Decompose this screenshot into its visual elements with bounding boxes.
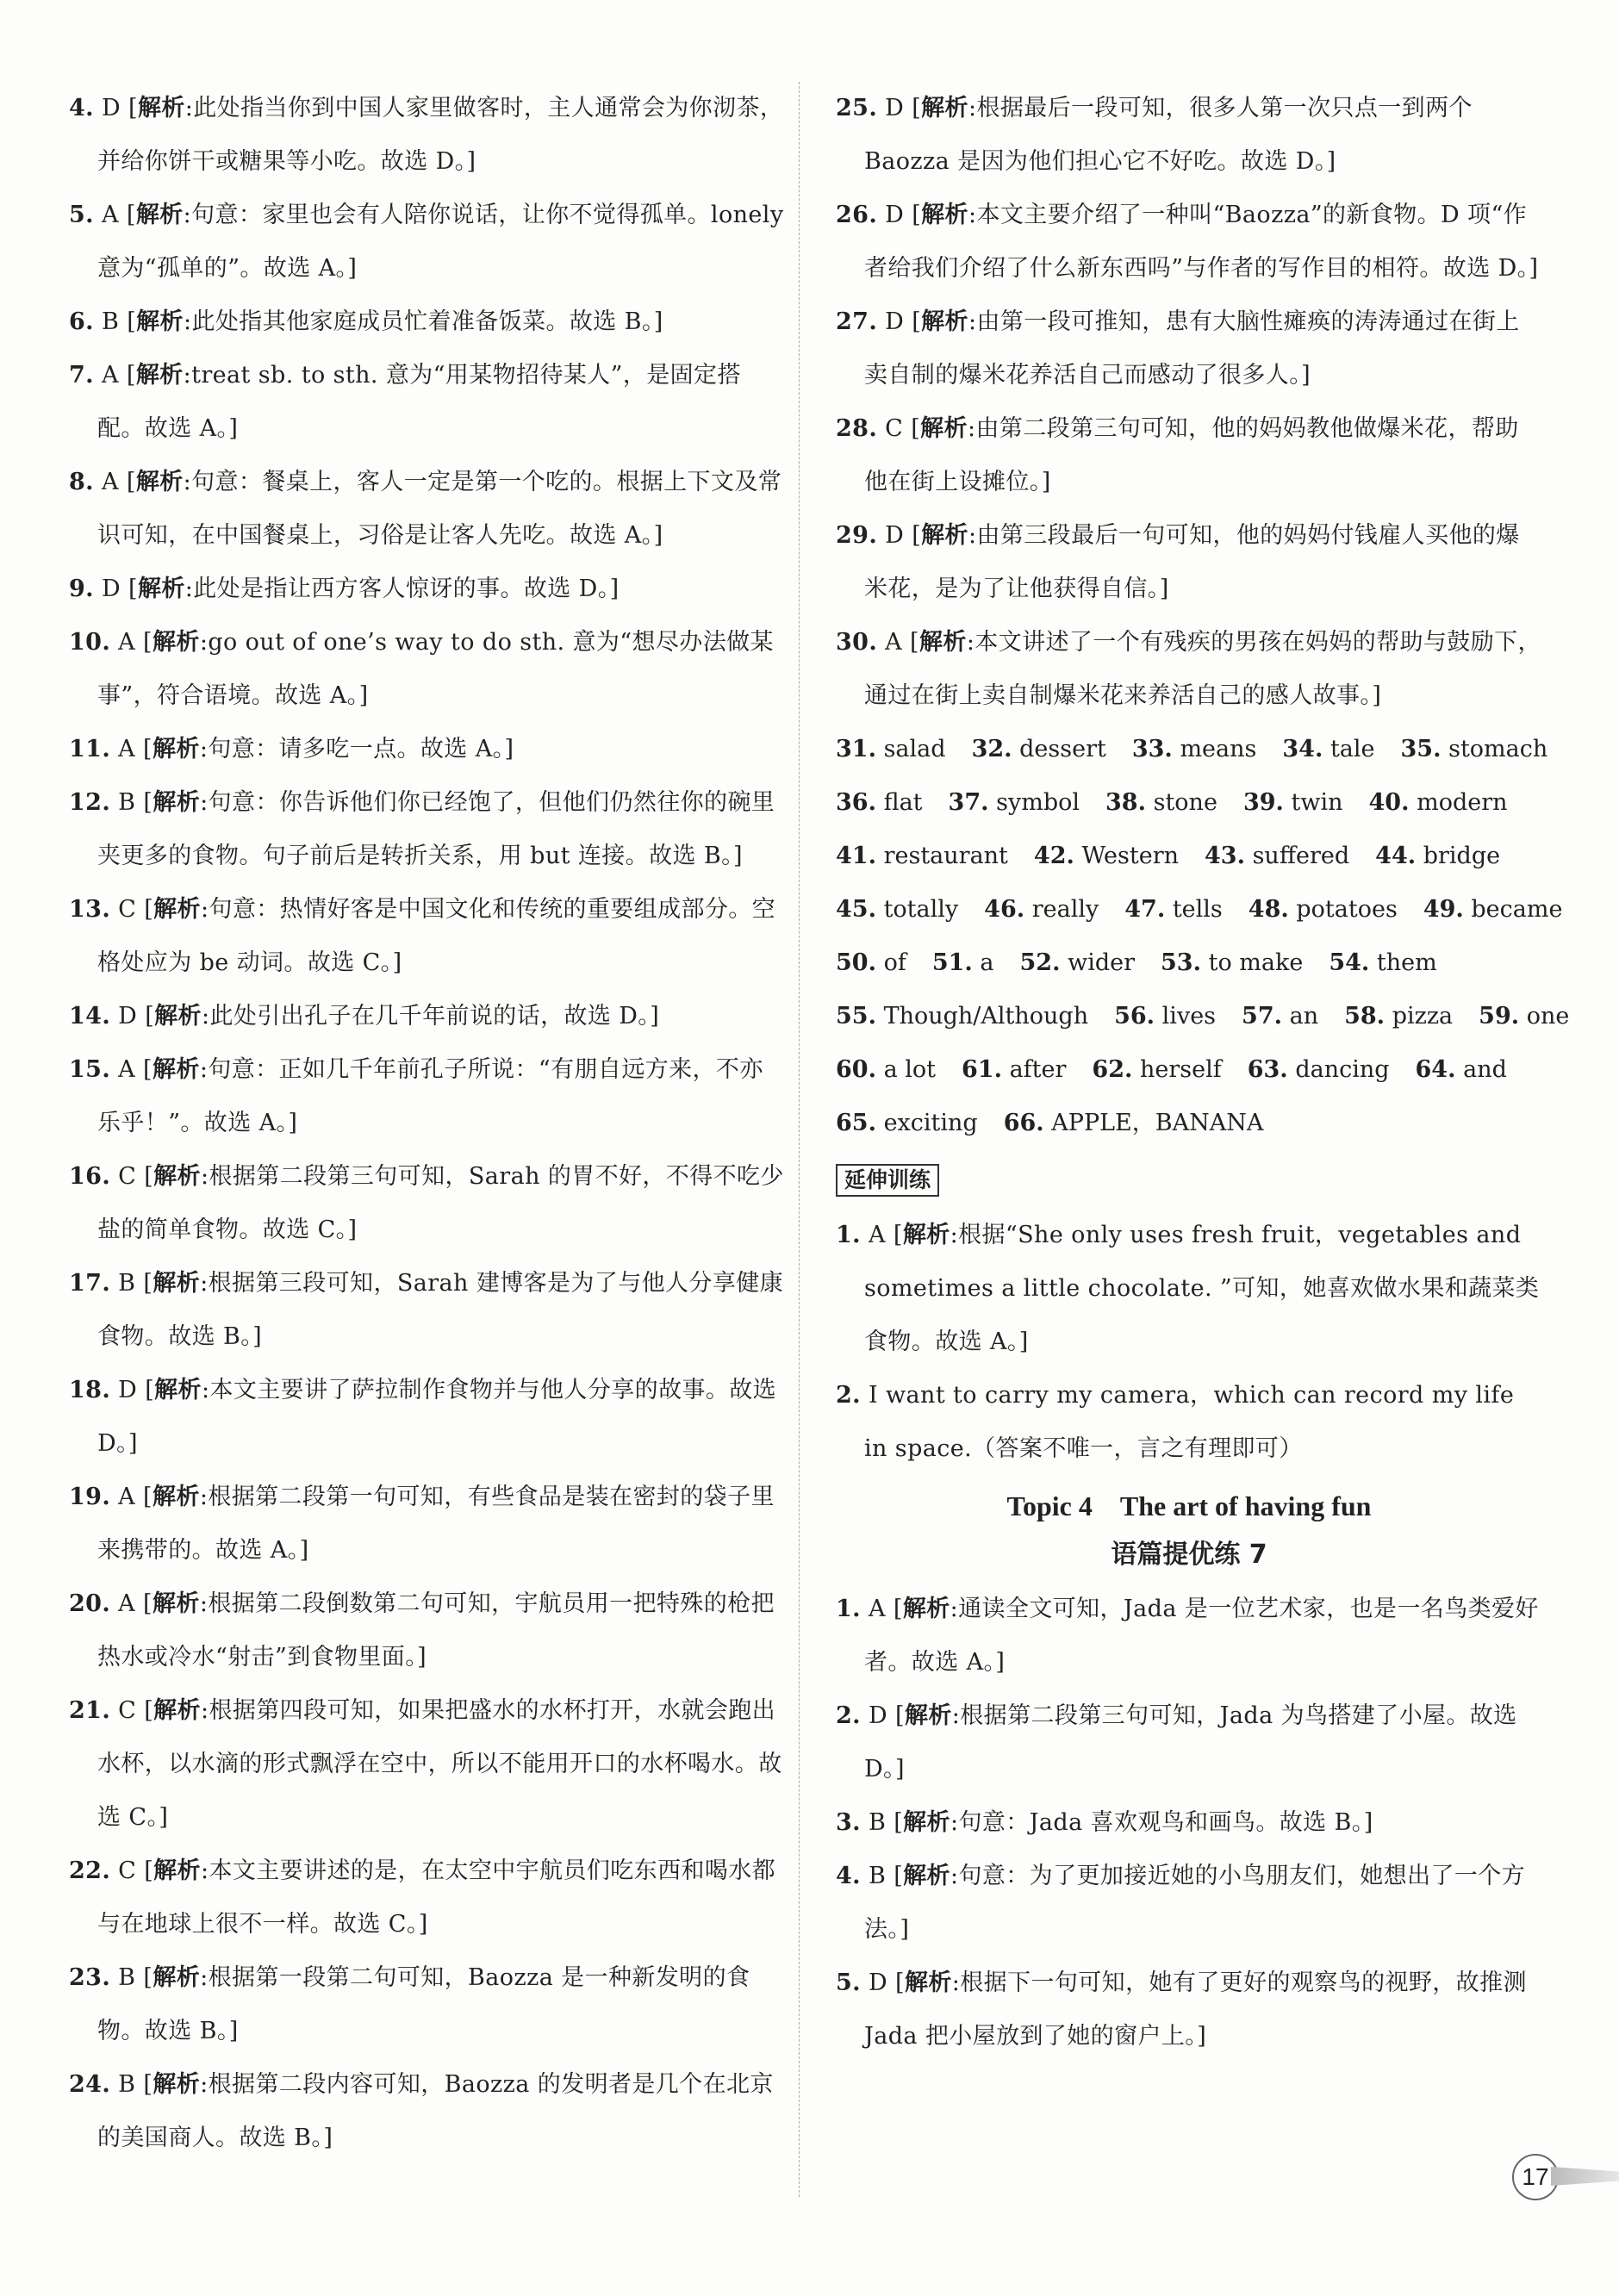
vocab-answer: and — [1463, 1056, 1507, 1083]
vocab-answer: really — [1031, 896, 1099, 923]
vocab-item — [1243, 789, 1343, 816]
analysis-label: 解析 — [136, 308, 184, 335]
question-number: 6. — [69, 308, 94, 335]
vocab-item — [1282, 736, 1374, 762]
analysis-label: 解析 — [920, 415, 968, 442]
explanation-text: go out of one’s way to do sth. 意为“想尽办法做某事”，符合语境。故选 A。 — [97, 629, 774, 709]
vocab-answer: Western — [1081, 843, 1179, 869]
vocab-item — [1114, 1003, 1216, 1030]
explanation-text: I want to carry my camera，which can record my life in space.（答案不唯一，言之有理即可） — [864, 1382, 1515, 1462]
vocab-item — [949, 789, 1080, 816]
vocab-item — [836, 789, 923, 816]
question-number: 40. — [1368, 789, 1410, 816]
answer-entry: 27. D [解析:由第一段可推知，患有大脑性瘫痪的涛涛通过在街上卖自制的爆米花养活自己而感动了很多人。] — [836, 308, 1520, 389]
question-number: 32. — [971, 736, 1012, 762]
analysis-label: 解析 — [135, 202, 184, 228]
explanation-text: 本文主要讲了萨拉制作食物并与他人分享的故事。故选 D。 — [97, 1377, 777, 1457]
question-number: 5. — [836, 1969, 861, 1996]
vocab-item — [1329, 949, 1436, 976]
question-number: 50. — [836, 949, 876, 976]
vocab-row — [836, 1097, 1542, 1150]
vocab-answer: dancing — [1295, 1056, 1390, 1083]
explanation-text: 句意：餐桌上，客人一定是第一个吃的。根据上下文及常识可知，在中国餐桌上，习俗是让客人先吃。故选 A。 — [97, 469, 782, 549]
answer-letter: C — [118, 1163, 137, 1190]
analysis-label: 解析 — [921, 95, 968, 121]
vocab-row — [836, 830, 1542, 883]
question-number: 28. — [836, 415, 878, 442]
explanation-text: 根据第二段倒数第二句可知，宇航员用一把特殊的枪把热水或冷水“射击”到食物里面。 — [97, 1590, 775, 1671]
question-number: 66. — [1003, 1110, 1044, 1136]
vocab-item — [1205, 843, 1349, 869]
analysis-label: 解析 — [153, 896, 201, 923]
analysis-label: 解析 — [903, 1809, 950, 1836]
question-number: 1. — [836, 1596, 861, 1622]
explanation-text: 本文主要介绍了一种叫“Baozza”的新食物。D 项“作者给我们介绍了什么新东西吗”与作者的写作目的相符。故选 D。 — [864, 202, 1529, 282]
question-number: 43. — [1205, 843, 1245, 869]
explanation-text: 根据第二段第三句可知，Sarah 的胃不好，不得不吃少盐的简单食物。故选 C。 — [97, 1163, 784, 1243]
answer-letter: B — [118, 1270, 136, 1297]
explanation-text: 此处指当你到中国人家里做客时，主人通常会为你沏茶，并给你饼干或糖果等小吃。故选 D。 — [97, 95, 784, 175]
vocab-answer: salad — [883, 736, 946, 762]
answer-entry: 19. A [解析:根据第二段第一句可知，有些食品是装在密封的袋子里来携带的。故选 A。] — [69, 1484, 775, 1564]
answer-letter: D — [118, 1003, 138, 1030]
analysis-label: 解析 — [903, 1863, 950, 1889]
vocab-item — [836, 1003, 1088, 1030]
vocab-item — [1132, 736, 1257, 762]
question-number: 64. — [1415, 1056, 1456, 1083]
vocab-answer: modern — [1417, 789, 1508, 816]
explanation-text: treat sb. to sth. 意为“用某物招待某人”，是固定搭配。故选 A。 — [97, 362, 741, 442]
answer-entry: 2. D [解析:根据第二段第三句可知，Jada 为鸟搭建了小屋。故选 D。] — [836, 1702, 1517, 1783]
question-number: 5. — [69, 202, 94, 228]
vocab-answer: totally — [883, 896, 959, 923]
vocab-item — [836, 736, 946, 762]
topic-subtitle: 语篇提优练 7 — [1111, 1540, 1267, 1570]
explanation-text: 由第一段可推知，患有大脑性瘫痪的涛涛通过在街上卖自制的爆米花养活自己而感动了很多人。 — [864, 308, 1520, 389]
answer-letter: D — [101, 576, 121, 602]
answer-entry: 15. A [解析:句意：正如几千年前孔子所说：“有朋自远方来，不亦乐乎！”。故选 A。] — [69, 1056, 763, 1136]
analysis-label: 解析 — [137, 576, 185, 602]
answer-letter: D — [885, 202, 905, 228]
vocab-answer: an — [1289, 1003, 1319, 1030]
vocab-answer: tale — [1329, 736, 1375, 762]
page-tab-decoration — [1551, 2167, 1619, 2186]
analysis-label: 解析 — [153, 629, 200, 656]
answer-entry: 16. C [解析:根据第二段第三句可知，Sarah 的胃不好，不得不吃少盐的简单食物。故选 C。] — [69, 1163, 784, 1243]
answer-letter: C — [118, 1857, 137, 1884]
answer-letter: C — [118, 896, 137, 923]
question-number: 54. — [1329, 949, 1370, 976]
answer-letter: A — [118, 1590, 136, 1617]
answer-entry: 4. B [解析:句意：为了更加接近她的小鸟朋友们，她想出了一个方法。] — [836, 1863, 1526, 1943]
question-number: 22. — [69, 1857, 111, 1884]
question-number: 47. — [1124, 896, 1166, 923]
analysis-label: 解析 — [154, 1377, 202, 1403]
vocab-item — [1479, 1003, 1569, 1030]
question-number: 13. — [69, 896, 111, 923]
question-number: 48. — [1248, 896, 1289, 923]
question-number: 17. — [69, 1270, 111, 1297]
vocab-answer: restaurant — [883, 843, 1008, 869]
vocab-answer: tells — [1172, 896, 1223, 923]
explanation-text: 根据第二段第一句可知，有些食品是装在密封的袋子里来携带的。故选 A。 — [97, 1484, 775, 1564]
explanation-text: 本文讲述了一个有残疾的男孩在妈妈的帮助与鼓励下，通过在街上卖自制爆米花来养活自己的感人故事。 — [864, 629, 1541, 709]
answer-entry: 17. B [解析:根据第三段可知，Sarah 建博客是为了与他人分享健康食物。故选 B。] — [69, 1270, 784, 1350]
explanation-text: 由第三段最后一句可知，他的妈妈付钱雇人买他的爆米花，是为了让他获得自信。 — [864, 522, 1520, 602]
right-answer-list — [836, 82, 1542, 723]
answer-letter: A — [118, 629, 136, 656]
analysis-label: 解析 — [921, 202, 968, 228]
vocab-item — [1020, 949, 1136, 976]
explanation-text: 此处是指让西方客人惊讶的事。故选 D。 — [193, 576, 610, 602]
left-column — [69, 82, 784, 2165]
question-number: 41. — [836, 843, 876, 869]
vocab-item — [1124, 896, 1223, 923]
answer-letter: B — [118, 2071, 136, 2098]
vocab-answers — [836, 723, 1570, 1150]
vocab-answer: stone — [1153, 789, 1217, 816]
vocab-row — [836, 723, 1548, 776]
answer-letter: A — [868, 1222, 886, 1248]
vocab-answer: stomach — [1448, 736, 1548, 762]
question-number: 31. — [836, 736, 876, 762]
answer-letter: A — [101, 362, 119, 389]
question-number: 8. — [69, 469, 94, 495]
vocab-answer: of — [883, 949, 906, 976]
question-number: 25. — [836, 95, 878, 121]
vocab-answer: twin — [1291, 789, 1343, 816]
vocab-answer: exciting — [883, 1110, 978, 1136]
question-number: 65. — [836, 1110, 876, 1136]
answer-letter: B — [868, 1809, 887, 1836]
vocab-answer: pizza — [1392, 1003, 1454, 1030]
answer-letter: A — [118, 1484, 136, 1510]
analysis-label: 解析 — [153, 1484, 200, 1510]
vocab-answer: a — [980, 949, 994, 976]
answer-letter: C — [118, 1697, 137, 1724]
answer-entry: 5. D [解析:根据下一句可知，她有了更好的观察鸟的视野，故推测 Jada 把小屋放到了她的窗户上。] — [836, 1969, 1527, 2050]
extension-answer-list — [836, 1209, 1542, 1476]
question-number: 29. — [836, 522, 878, 549]
question-number: 10. — [69, 629, 111, 656]
explanation-text: 句意：热情好客是中国文化和传统的重要组成部分。空格处应为 be 动词。故选 C。 — [97, 896, 776, 976]
explanation-text: 由第二段第三句可知，他的妈妈教他做爆米花，帮助他在街上设摊位。 — [864, 415, 1519, 495]
question-number: 52. — [1019, 949, 1061, 976]
analysis-label: 解析 — [921, 522, 968, 549]
column-divider — [799, 82, 800, 2197]
answer-entry: 20. A [解析:根据第二段倒数第二句可知，宇航员用一把特殊的枪把热水或冷水“射击”到食物里面。] — [69, 1590, 775, 1671]
question-number: 59. — [1479, 1003, 1520, 1030]
question-number: 44. — [1375, 843, 1417, 869]
explanation-text: 根据“She only uses fresh fruit，vegetables and sometimes a little chocolate. ”可知，她喜欢做水果和蔬菜类食物。故选 A。 — [864, 1222, 1540, 1355]
vocab-answer: Though/Although — [883, 1003, 1089, 1030]
page-number: 17 — [1512, 2154, 1559, 2200]
question-number: 42. — [1033, 843, 1074, 869]
question-number: 18. — [69, 1377, 111, 1403]
question-number: 9. — [69, 576, 94, 602]
vocab-row — [836, 990, 1570, 1043]
vocab-item — [1416, 1056, 1507, 1083]
answer-entry: 6. B [解析:此处指其他家庭成员忙着准备饭菜。故选 B。] — [69, 308, 663, 335]
explanation-text: 根据第一段第二句可知，Baozza 是一种新发明的食物。故选 B。 — [97, 1964, 750, 2044]
answer-letter: A — [101, 469, 119, 495]
vocab-item — [1423, 896, 1563, 923]
vocab-answer: suffered — [1252, 843, 1350, 869]
analysis-label: 解析 — [902, 1596, 950, 1622]
answer-letter: B — [868, 1863, 887, 1889]
answer-letter: D — [118, 1377, 138, 1403]
explanation-text: 句意：家里也会有人陪你说话，让你不觉得孤单。lonely 意为“孤单的”。故选 A。 — [97, 202, 784, 282]
question-number: 21. — [69, 1697, 111, 1724]
answer-letter: A — [118, 736, 136, 762]
vocab-answer: means — [1180, 736, 1257, 762]
answer-entry: 28. C [解析:由第二段第三句可知，他的妈妈教他做爆米花，帮助他在街上设摊位。] — [836, 415, 1519, 495]
question-number: 1. — [836, 1222, 861, 1248]
question-number: 46. — [984, 896, 1025, 923]
answer-letter: A — [885, 629, 903, 656]
question-number: 49. — [1423, 896, 1464, 923]
analysis-label: 解析 — [904, 1702, 952, 1729]
analysis-label: 解析 — [153, 1964, 201, 1991]
answer-entry: 21. C [解析:根据第四段可知，如果把盛水的水杯打开，水就会跑出水杯，以水滴的形式飘浮在空中，所以不能用开口的水杯喝水。故选 C。] — [69, 1697, 782, 1831]
vocab-item — [1369, 789, 1508, 816]
analysis-label: 解析 — [153, 1590, 200, 1617]
question-number: 27. — [836, 308, 878, 335]
extension-tag: 延伸训练 — [836, 1164, 939, 1197]
question-number: 57. — [1242, 1003, 1283, 1030]
explanation-text: 通读全文可知，Jada 是一位艺术家，也是一名鸟类爱好者。故选 A。 — [864, 1596, 1539, 1676]
explanation-text: 此处引出孔子在几千年前说的话，故选 D。 — [209, 1003, 651, 1030]
analysis-label: 解析 — [921, 308, 968, 335]
answer-letter: B — [118, 789, 136, 816]
topic-answer-list — [836, 1583, 1542, 2063]
vocab-item — [1034, 843, 1179, 869]
answer-entry: 13. C [解析:句意：热情好客是中国文化和传统的重要组成部分。空格处应为 be 动词。故选 C。] — [69, 896, 776, 976]
question-number: 45. — [836, 896, 876, 923]
question-number: 15. — [69, 1056, 111, 1083]
question-number: 33. — [1131, 736, 1173, 762]
answer-letter: C — [885, 415, 904, 442]
question-number: 12. — [69, 789, 111, 816]
vocab-item — [932, 949, 994, 976]
explanation-text: 此处指其他家庭成员忙着准备饭菜。故选 B。 — [191, 308, 654, 335]
vocab-row — [836, 776, 1542, 830]
vocab-item — [984, 896, 1099, 923]
answer-entry: 12. B [解析:句意：你告诉他们你已经饱了，但他们仍然往你的碗里夹更多的食物。句子前后是转折关系，用 but 连接。故选 B。] — [69, 789, 775, 869]
question-number: 24. — [69, 2071, 111, 2098]
question-number: 61. — [962, 1056, 1002, 1083]
answer-entry: 24. B [解析:根据第二段内容可知，Baozza 的发明者是几个在北京的美国商人。故选 B。] — [69, 2071, 774, 2151]
explanation-text: 句意：Jada 喜欢观鸟和画鸟。故选 B。 — [958, 1809, 1364, 1836]
vocab-item — [1004, 1110, 1264, 1136]
vocab-item — [836, 1056, 936, 1083]
vocab-answer: after — [1009, 1056, 1067, 1083]
answer-entry: 1. A [解析:根据“She only uses fresh fruit，vegetables and sometimes a little chocolate. ”可知，她喜欢做水果和蔬菜类食物。故选 A。] — [836, 1222, 1540, 1355]
answer-letter: D — [868, 1969, 888, 1996]
question-number: 55. — [836, 1003, 876, 1030]
vocab-answer: flat — [883, 789, 923, 816]
answer-letter: D — [868, 1702, 888, 1729]
explanation-text: 句意：为了更加接近她的小鸟朋友们，她想出了一个方法。 — [864, 1863, 1526, 1943]
analysis-label: 解析 — [135, 469, 184, 495]
question-number: 16. — [69, 1163, 111, 1190]
analysis-label: 解析 — [919, 629, 967, 656]
answer-entry: 5. A [解析:句意：家里也会有人陪你说话，让你不觉得孤单。lonely 意为“孤单的”。故选 A。] — [69, 202, 784, 282]
vocab-item — [836, 1110, 978, 1136]
question-number: 63. — [1247, 1056, 1288, 1083]
answer-letter: B — [118, 1964, 136, 1991]
question-number: 30. — [836, 629, 878, 656]
vocab-answer: them — [1376, 949, 1437, 976]
answer-letter: A — [868, 1596, 886, 1622]
vocab-answer: lives — [1161, 1003, 1217, 1030]
analysis-label: 解析 — [904, 1969, 952, 1996]
question-number: 39. — [1242, 789, 1284, 816]
explanation-text: 根据下一句可知，她有了更好的观察鸟的视野，故推测 Jada 把小屋放到了她的窗户上。 — [864, 1969, 1527, 2050]
vocab-answer: became — [1471, 896, 1563, 923]
question-number: 3. — [836, 1809, 861, 1836]
question-number: 60. — [836, 1056, 876, 1083]
vocab-item — [1161, 949, 1303, 976]
analysis-label: 解析 — [153, 2071, 201, 2098]
vocab-answer: to make — [1208, 949, 1304, 976]
vocab-row — [836, 936, 1542, 990]
explanation-text: 根据第三段可知，Sarah 建博客是为了与他人分享健康食物。故选 B。 — [97, 1270, 784, 1350]
answer-letter: D — [885, 308, 905, 335]
question-number: 2. — [836, 1382, 861, 1409]
right-column — [836, 82, 1570, 2063]
answer-letter: D — [885, 522, 905, 549]
vocab-row — [836, 883, 1563, 936]
question-number: 19. — [69, 1484, 111, 1510]
answer-letter: A — [118, 1056, 136, 1083]
answer-entry: 25. D [解析:根据最后一段可知，很多人第一次只点一到两个 Baozza 是因为他们担心它不好吃。故选 D。] — [836, 95, 1473, 175]
explanation-text: 根据第二段第三句可知，Jada 为鸟搭建了小屋。故选 D。 — [864, 1702, 1517, 1783]
vocab-answer: APPLE，BANANA — [1051, 1110, 1264, 1136]
question-number: 56. — [1114, 1003, 1155, 1030]
vocab-answer: potatoes — [1296, 896, 1398, 923]
explanation-text: 句意：你告诉他们你已经饱了，但他们仍然往你的碗里夹更多的食物。句子前后是转折关系，用 but 连接。故选 B。 — [97, 789, 775, 869]
vocab-item — [1248, 896, 1398, 923]
question-number: 20. — [69, 1590, 111, 1617]
analysis-label: 解析 — [153, 1056, 200, 1083]
answer-letter: A — [101, 202, 119, 228]
answer-entry: 30. A [解析:本文讲述了一个有残疾的男孩在妈妈的帮助与鼓励下，通过在街上卖自制爆米花来养活自己的感人故事。] — [836, 629, 1541, 709]
answer-entry: 10. A [解析:go out of one’s way to do sth. 意为“想尽办法做某事”，符合语境。故选 A。] — [69, 629, 774, 709]
answer-entry: 23. B [解析:根据第一段第二句可知，Baozza 是一种新发明的食物。故选 B。] — [69, 1964, 750, 2044]
explanation-text: 句意：正如几千年前孔子所说：“有朋自远方来，不亦乐乎！”。故选 A。 — [97, 1056, 763, 1136]
answer-letter: D — [885, 95, 905, 121]
question-number: 34. — [1282, 736, 1323, 762]
vocab-item — [1242, 1003, 1318, 1030]
vocab-answer: bridge — [1423, 843, 1501, 869]
answer-letter: D — [101, 95, 121, 121]
vocab-answer: dessert — [1019, 736, 1106, 762]
answer-entry: 22. C [解析:本文主要讲述的是，在太空中宇航员们吃东西和喝水都与在地球上很不一样。故选 C。] — [69, 1857, 776, 1938]
answer-entry: 4. D [解析:此处指当你到中国人家里做客时，主人通常会为你沏茶，并给你饼干或糖果等小吃。故选 D。] — [69, 95, 784, 175]
answer-entry: 3. B [解析:句意：Jada 喜欢观鸟和画鸟。故选 B。] — [836, 1809, 1373, 1836]
analysis-label: 解析 — [154, 1003, 202, 1030]
question-number: 7. — [69, 362, 94, 389]
vocab-item — [1105, 789, 1217, 816]
answer-entry: 7. A [解析:treat sb. to sth. 意为“用某物招待某人”，是固定搭配。故选 A。] — [69, 362, 741, 442]
analysis-label: 解析 — [137, 95, 185, 121]
analysis-label: 解析 — [153, 1163, 201, 1190]
explanation-text: 根据第四段可知，如果把盛水的水杯打开，水就会跑出水杯，以水滴的形式飘浮在空中，所以不能用开口的水杯喝水。故选 C。 — [97, 1697, 782, 1831]
explanation-text: 本文主要讲述的是，在太空中宇航员们吃东西和喝水都与在地球上很不一样。故选 C。 — [97, 1857, 776, 1938]
vocab-item — [1248, 1056, 1390, 1083]
answer-entry: 8. A [解析:句意：餐桌上，客人一定是第一个吃的。根据上下文及常识可知，在中国餐桌上，习俗是让客人先吃。故选 A。] — [69, 469, 782, 549]
explanation-text: 根据最后一段可知，很多人第一次只点一到两个 Baozza 是因为他们担心它不好吃。故选 D。 — [864, 95, 1473, 175]
explanation-text: 根据第二段内容可知，Baozza 的发明者是几个在北京的美国商人。故选 B。 — [97, 2071, 774, 2151]
analysis-label: 解析 — [153, 1697, 201, 1724]
vocab-row — [836, 1043, 1542, 1097]
vocab-answer: a lot — [883, 1056, 936, 1083]
vocab-answer: wider — [1068, 949, 1136, 976]
vocab-item — [1401, 736, 1548, 762]
question-number: 37. — [948, 789, 989, 816]
answer-entry: 1. A [解析:通读全文可知，Jada 是一位艺术家，也是一名鸟类爱好者。故选 A。] — [836, 1596, 1539, 1676]
analysis-label: 解析 — [153, 789, 201, 816]
vocab-item — [836, 896, 958, 923]
vocab-item — [972, 736, 1106, 762]
analysis-label: 解析 — [153, 736, 200, 762]
question-number: 4. — [69, 95, 94, 121]
vocab-answer: herself — [1139, 1056, 1222, 1083]
vocab-item — [836, 843, 1008, 869]
vocab-item — [962, 1056, 1066, 1083]
answer-letter: B — [101, 308, 120, 335]
question-number: 26. — [836, 202, 878, 228]
question-number: 36. — [836, 789, 876, 816]
question-number: 38. — [1105, 789, 1146, 816]
vocab-answer: symbol — [996, 789, 1080, 816]
question-number: 11. — [69, 736, 111, 762]
answer-entry: 26. D [解析:本文主要介绍了一种叫“Baozza”的新食物。D 项“作者给我们介绍了什么新东西吗”与作者的写作目的相符。故选 D。] — [836, 202, 1539, 282]
analysis-label: 解析 — [153, 1270, 201, 1297]
question-number: 2. — [836, 1702, 861, 1729]
vocab-item — [836, 949, 906, 976]
answer-entry: 9. D [解析:此处是指让西方客人惊讶的事。故选 D。] — [69, 576, 620, 602]
analysis-label: 解析 — [153, 1857, 201, 1884]
vocab-item — [1375, 843, 1500, 869]
vocab-answer: one — [1526, 1003, 1570, 1030]
analysis-label: 解析 — [902, 1222, 950, 1248]
question-number: 58. — [1344, 1003, 1385, 1030]
answer-entry: 11. A [解析:句意：请多吃一点。故选 A。] — [69, 736, 514, 762]
vocab-item — [1344, 1003, 1453, 1030]
question-number: 53. — [1161, 949, 1201, 976]
question-number: 4. — [836, 1863, 861, 1889]
answer-entry: 29. D [解析:由第三段最后一句可知，他的妈妈付钱雇人买他的爆米花，是为了让他获得自信。] — [836, 522, 1520, 602]
question-number: 62. — [1092, 1056, 1133, 1083]
vocab-item — [1092, 1056, 1221, 1083]
explanation-text: 句意：请多吃一点。故选 A。 — [208, 736, 505, 762]
question-number: 51. — [931, 949, 973, 976]
answer-entry: 18. D [解析:本文主要讲了萨拉制作食物并与他人分享的故事。故选 D。] — [69, 1377, 777, 1457]
topic-title: Topic 4 The art of having fun — [1006, 1490, 1372, 1521]
answer-entry: 14. D [解析:此处引出孔子在几千年前说的话，故选 D。] — [69, 1003, 660, 1030]
question-number: 14. — [69, 1003, 111, 1030]
question-number: 35. — [1400, 736, 1442, 762]
question-number: 23. — [69, 1964, 111, 1991]
analysis-label: 解析 — [135, 362, 184, 389]
answer-entry — [836, 1369, 1542, 1476]
